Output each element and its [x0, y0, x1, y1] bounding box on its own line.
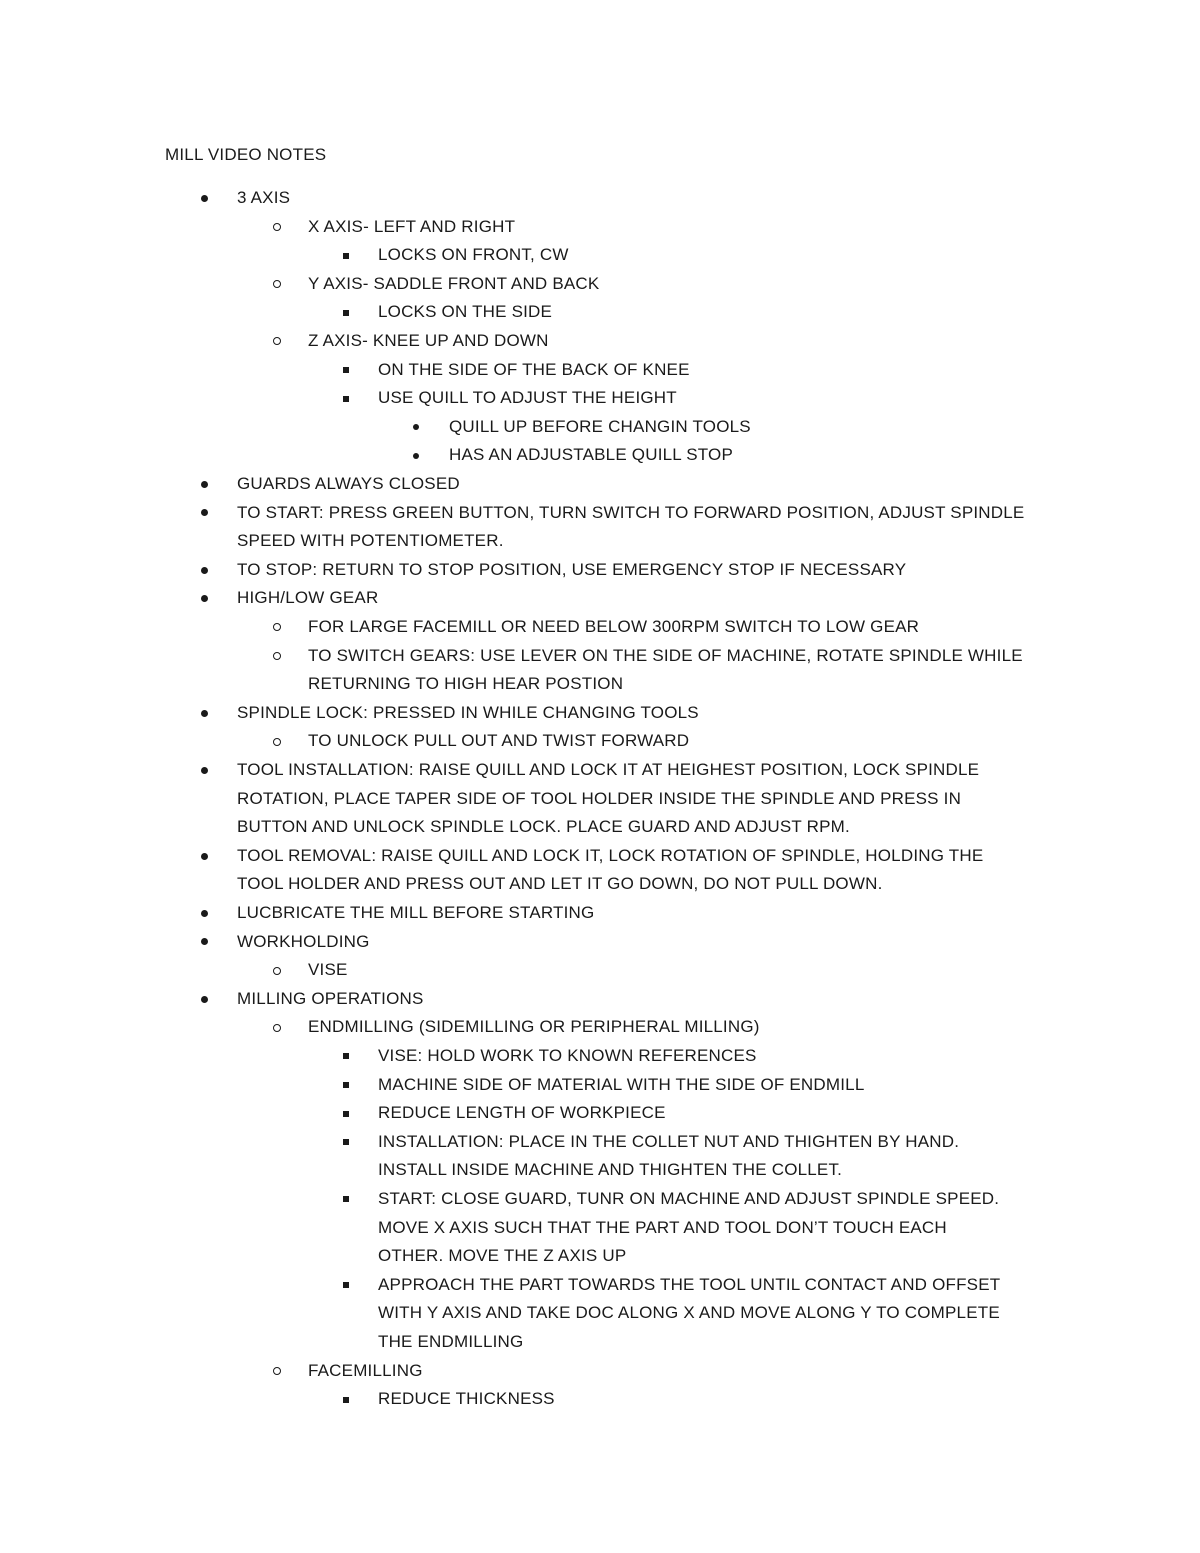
note-line: THE ENDMILLING — [378, 1332, 524, 1351]
bullet-disc-icon — [413, 424, 419, 430]
bullet-circle-icon — [273, 738, 281, 746]
bullet-square-icon — [343, 1397, 349, 1403]
bullet-square-icon — [343, 1139, 349, 1145]
note-line: VISE — [308, 960, 348, 980]
note-line: TOOL INSTALLATION: RAISE QUILL AND LOCK IT AT HEIGHEST POSITION, LOCK SPINDLE — [237, 760, 980, 779]
note-line: TO STOP: RETURN TO STOP POSITION, USE EMERGENCY STOP IF NECESSARY — [237, 559, 907, 579]
bullet-circle-icon — [273, 223, 281, 231]
note-line: Y AXIS- SADDLE FRONT AND BACK — [308, 273, 600, 293]
bullet-circle-icon — [273, 967, 281, 975]
note-line: USE QUILL TO ADJUST THE HEIGHT — [378, 388, 677, 408]
bullet-disc-icon — [201, 567, 208, 574]
note-line: RETURNING TO HIGH HEAR POSTION — [308, 674, 624, 694]
note-line: QUILL UP BEFORE CHANGIN TOOLS — [449, 416, 751, 436]
note-line: LOCKS ON FRONT, CW — [378, 245, 569, 265]
note-line: INSTALLATION: PLACE IN THE COLLET NUT AND THIGHTEN BY HAND. — [378, 1131, 960, 1151]
note-line: APPROACH THE PART TOWARDS THE TOOL UNTIL CONTACT AND OFFSET — [378, 1274, 1001, 1294]
bullet-disc-icon — [413, 453, 419, 459]
note-line: X AXIS- LEFT AND RIGHT — [308, 216, 516, 236]
note-line: VISE: HOLD WORK TO KNOWN REFERENCES — [378, 1046, 757, 1065]
bullet-circle-icon — [273, 1024, 281, 1032]
note-line: ENDMILLING (SIDEMILLING OR PERIPHERAL MILLING) — [308, 1017, 760, 1037]
note-line: FOR LARGE FACEMILL OR NEED BELOW 300RPM SWITCH TO LOW GEAR — [308, 617, 920, 636]
bullet-disc-icon — [201, 710, 208, 717]
bullet-square-icon — [343, 1111, 349, 1117]
note-line: SPEED WITH POTENTIOMETER. — [237, 531, 504, 551]
note-line: TO START: PRESS GREEN BUTTON, TURN SWITCH TO FORWARD POSITION, ADJUST SPINDLE — [237, 502, 1025, 522]
document-title: MILL VIDEO NOTES — [165, 145, 327, 164]
bullet-disc-icon — [201, 509, 208, 516]
note-line: ROTATION, PLACE TAPER SIDE OF TOOL HOLDER INSIDE THE SPINDLE AND PRESS IN — [237, 788, 962, 808]
note-line: OTHER. MOVE THE Z AXIS UP — [378, 1246, 627, 1266]
bullet-square-icon — [343, 1082, 349, 1088]
bullet-disc-icon — [201, 996, 208, 1003]
bullet-disc-icon — [201, 853, 208, 860]
bullet-square-icon — [343, 367, 349, 373]
note-line: HAS AN ADJUSTABLE QUILL STOP — [449, 445, 733, 465]
note-line: WITH Y AXIS AND TAKE DOC ALONG X AND MOVE ALONG Y TO COMPLETE — [378, 1303, 1000, 1323]
bullet-square-icon — [343, 1053, 349, 1059]
bullet-disc-icon — [201, 481, 208, 488]
note-line: MILLING OPERATIONS — [237, 988, 424, 1008]
note-line: TO SWITCH GEARS: USE LEVER ON THE SIDE OF MACHINE, ROTATE SPINDLE WHILE — [308, 645, 1023, 665]
bullet-circle-icon — [273, 1367, 281, 1375]
bullet-circle-icon — [273, 652, 281, 660]
note-line: MACHINE SIDE OF MATERIAL WITH THE SIDE OF ENDMILL — [378, 1074, 865, 1094]
bullet-disc-icon — [201, 595, 208, 602]
bullet-circle-icon — [273, 337, 281, 345]
note-line: MOVE X AXIS SUCH THAT THE PART AND TOOL DON’T TOUCH EACH — [378, 1217, 947, 1237]
note-line: ON THE SIDE OF THE BACK OF KNEE — [378, 359, 690, 379]
bullet-square-icon — [343, 1282, 349, 1288]
bullet-square-icon — [343, 396, 349, 402]
note-line: WORKHOLDING — [237, 931, 370, 951]
bullet-disc-icon — [201, 195, 208, 202]
bullet-square-icon — [343, 253, 349, 259]
note-line: REDUCE THICKNESS — [378, 1389, 555, 1409]
note-line: TOOL HOLDER AND PRESS OUT AND LET IT GO DOWN, DO NOT PULL DOWN. — [237, 874, 883, 894]
note-line: INSTALL INSIDE MACHINE AND THIGHTEN THE COLLET. — [378, 1160, 843, 1180]
bullet-square-icon — [343, 310, 349, 316]
note-line: LOCKS ON THE SIDE — [378, 302, 553, 322]
bullet-disc-icon — [201, 938, 208, 945]
note-line: 3 AXIS — [237, 188, 291, 207]
bullet-square-icon — [343, 1196, 349, 1202]
note-line: FACEMILLING — [308, 1360, 423, 1380]
bullet-disc-icon — [201, 767, 208, 774]
note-line: START: CLOSE GUARD, TUNR ON MACHINE AND ADJUST SPINDLE SPEED. — [378, 1189, 1000, 1208]
note-line: Z AXIS- KNEE UP AND DOWN — [308, 331, 549, 350]
note-line: LUCBRICATE THE MILL BEFORE STARTING — [237, 903, 595, 922]
note-line: TOOL REMOVAL: RAISE QUILL AND LOCK IT, LOCK ROTATION OF SPINDLE, HOLDING THE — [237, 845, 984, 865]
note-line: SPINDLE LOCK: PRESSED IN WHILE CHANGING TOOLS — [237, 702, 699, 722]
note-line: TO UNLOCK PULL OUT AND TWIST FORWARD — [308, 731, 690, 751]
bullet-circle-icon — [273, 623, 281, 631]
bullet-disc-icon — [201, 910, 208, 917]
note-line: REDUCE LENGTH OF WORKPIECE — [378, 1103, 666, 1123]
note-line: HIGH/LOW GEAR — [237, 588, 379, 608]
bullet-circle-icon — [273, 280, 281, 288]
note-line: BUTTON AND UNLOCK SPINDLE LOCK. PLACE GUARD AND ADJUST RPM. — [237, 817, 850, 837]
note-line: GUARDS ALWAYS CLOSED — [237, 474, 460, 493]
